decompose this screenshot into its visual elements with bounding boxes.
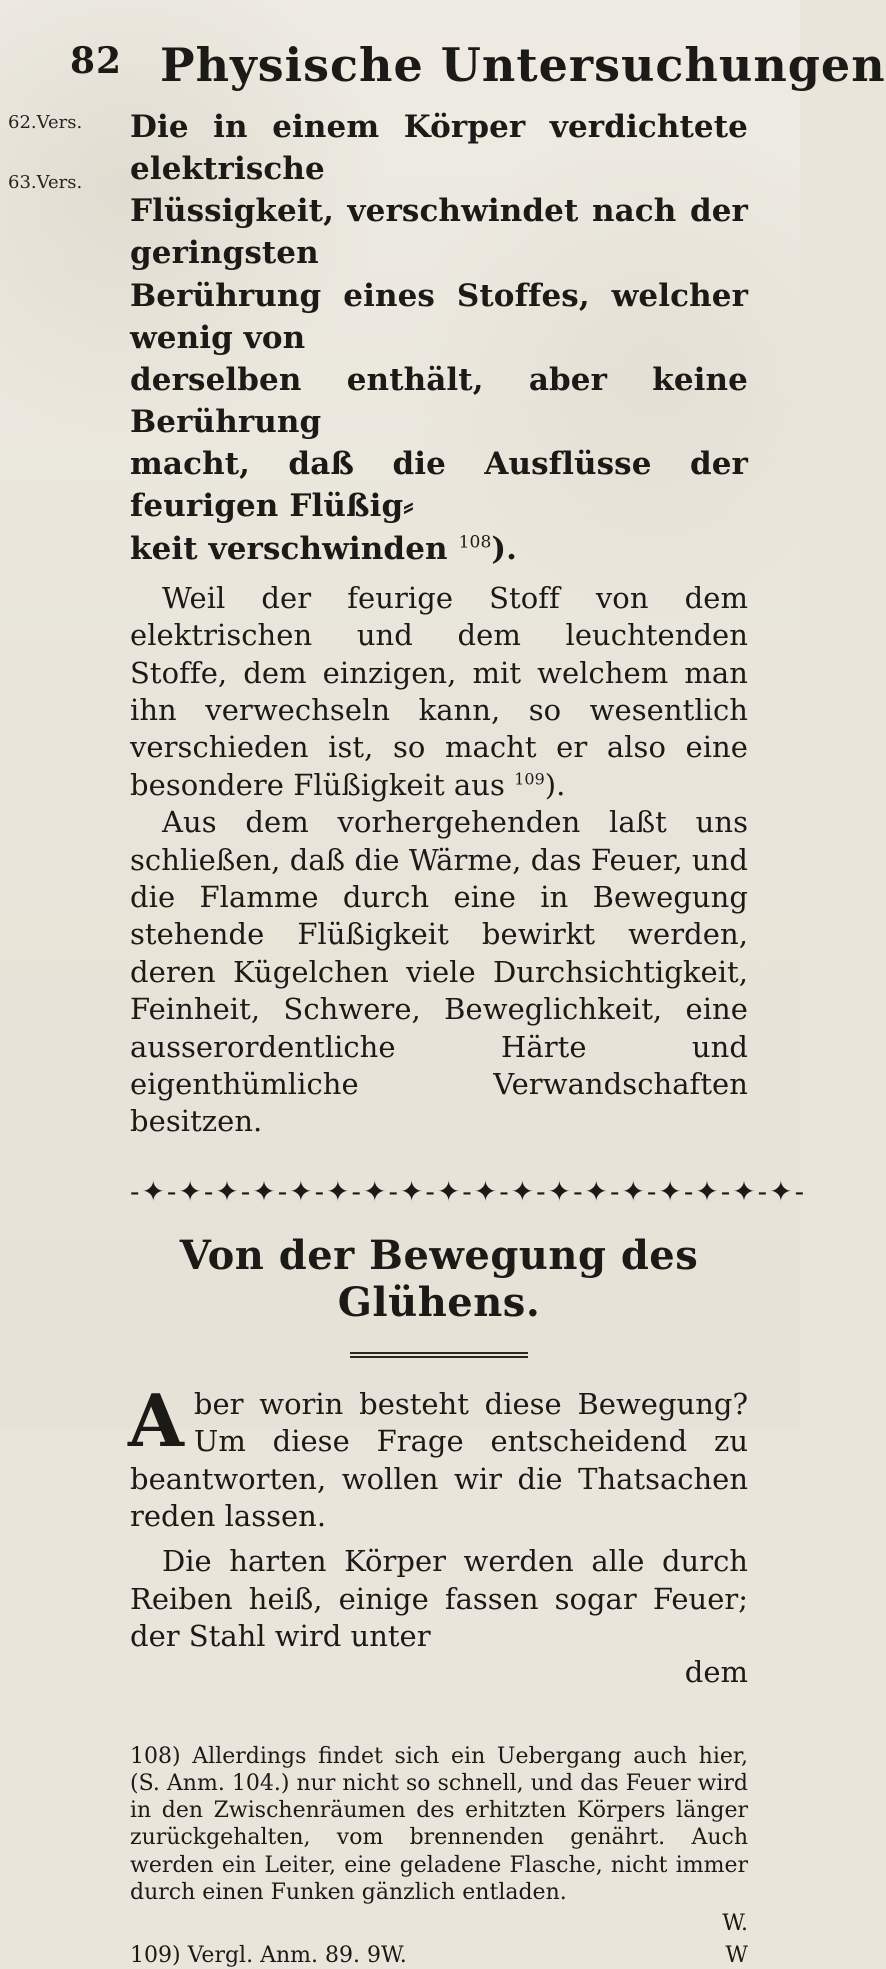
section-rule — [350, 1352, 528, 1358]
footnotes — [130, 1743, 748, 1969]
footnote-ref-108: 108 — [458, 532, 492, 553]
footnote-ref-109: 109 — [514, 769, 545, 789]
running-head: Physische Untersuchungen — [160, 38, 886, 92]
paragraph-2: Aus dem vorhergehenden laßt uns schließen, daß die Wärme, das Feuer, und die Flamme durch eine in Bewegung stehende Flüßigkeit bewirkt werden, deren Kügelchen viele Durchsichtigkeit, Feinheit, Schwere, Beweglichkeit, eine ausserordentliche Härte und eigenthümliche Verwandschaften besitzen. — [130, 805, 748, 1139]
paragraph-1-end: ). — [544, 767, 566, 802]
intro-line-2: Flüssigkeit, verschwindet nach der geringsten — [130, 193, 748, 272]
footer-catchword: W — [725, 1942, 748, 1968]
section-title: Von der Bewegung des Glühens. — [179, 1231, 699, 1326]
footnote-108: 108) Allerdings findet sich ein Uebergang auch hier, (S. Anm. 104.) nur nicht so schnell, und das Feuer wird in den Zwischenräumen des erhitzten Körpers länger zurückgehalten, vom brennenden genährt. Auch werden ein Leiter, eine geladene Flasche, nicht immer durch einen Funken gänzlich entladen. — [130, 1743, 748, 1905]
intro-line-3: Berührung eines Stoffes, welcher wenig von — [130, 277, 748, 356]
paragraph-1 — [130, 580, 748, 804]
ornamental-divider: -✦-✦-✦-✦-✦-✦-✦-✦-✦-✦-✦-✦-✦-✦-✦-✦-✦-✦- — [130, 1174, 807, 1208]
intro-line-6-end: ). — [491, 530, 518, 567]
page-number: 82 — [70, 40, 123, 82]
section-opening-text: ber worin besteht diese Bewegung? Um diese Frage entscheidend zu beantworten, wollen wir die Thatsachen reden lassen. — [130, 1386, 748, 1534]
margin-ref-63: 63.Vers. — [8, 172, 83, 193]
intro-heading-text — [130, 106, 748, 570]
intro-line-4: derselben enthält, aber keine Berührung — [130, 361, 748, 441]
paragraph-1-text: Weil der feurige Stoff von dem elektrischen und dem leuchtenden Stoffe, dem einzigen, mit welchem man ihn verwechseln kann, so wesentlich verschieden ist, so macht er also eine besondere Flüßigkeit aus — [130, 580, 748, 802]
margin-ref-62: 62.Vers. — [8, 112, 83, 133]
continued-text — [130, 1543, 748, 1655]
intro-line-6-text: keit verschwinden — [130, 530, 448, 567]
footnote-108-mark: W. — [722, 1911, 748, 1937]
intro-line-5: macht, daß die Ausflüsse der feurigen Flüßig⸗ — [130, 446, 748, 525]
section-opening-paragraph — [128, 1377, 748, 1536]
body-text — [130, 580, 748, 1141]
page-header — [70, 38, 886, 98]
intro-line-6 — [130, 528, 748, 570]
catchword-main: dem — [684, 1654, 748, 1689]
footnote-109: 109) Vergl. Anm. 89. 9W. — [130, 1942, 407, 1968]
drop-cap-letter: A — [128, 1377, 184, 1463]
footnote-109-row — [130, 1942, 748, 1969]
intro-line-1: Die in einem Körper verdichtete elektrische — [130, 109, 748, 188]
paragraph-3: Die harten Körper werden alle durch Reiben heiß, einige fassen sogar Feuer; der Stahl wird unter — [130, 1544, 748, 1654]
